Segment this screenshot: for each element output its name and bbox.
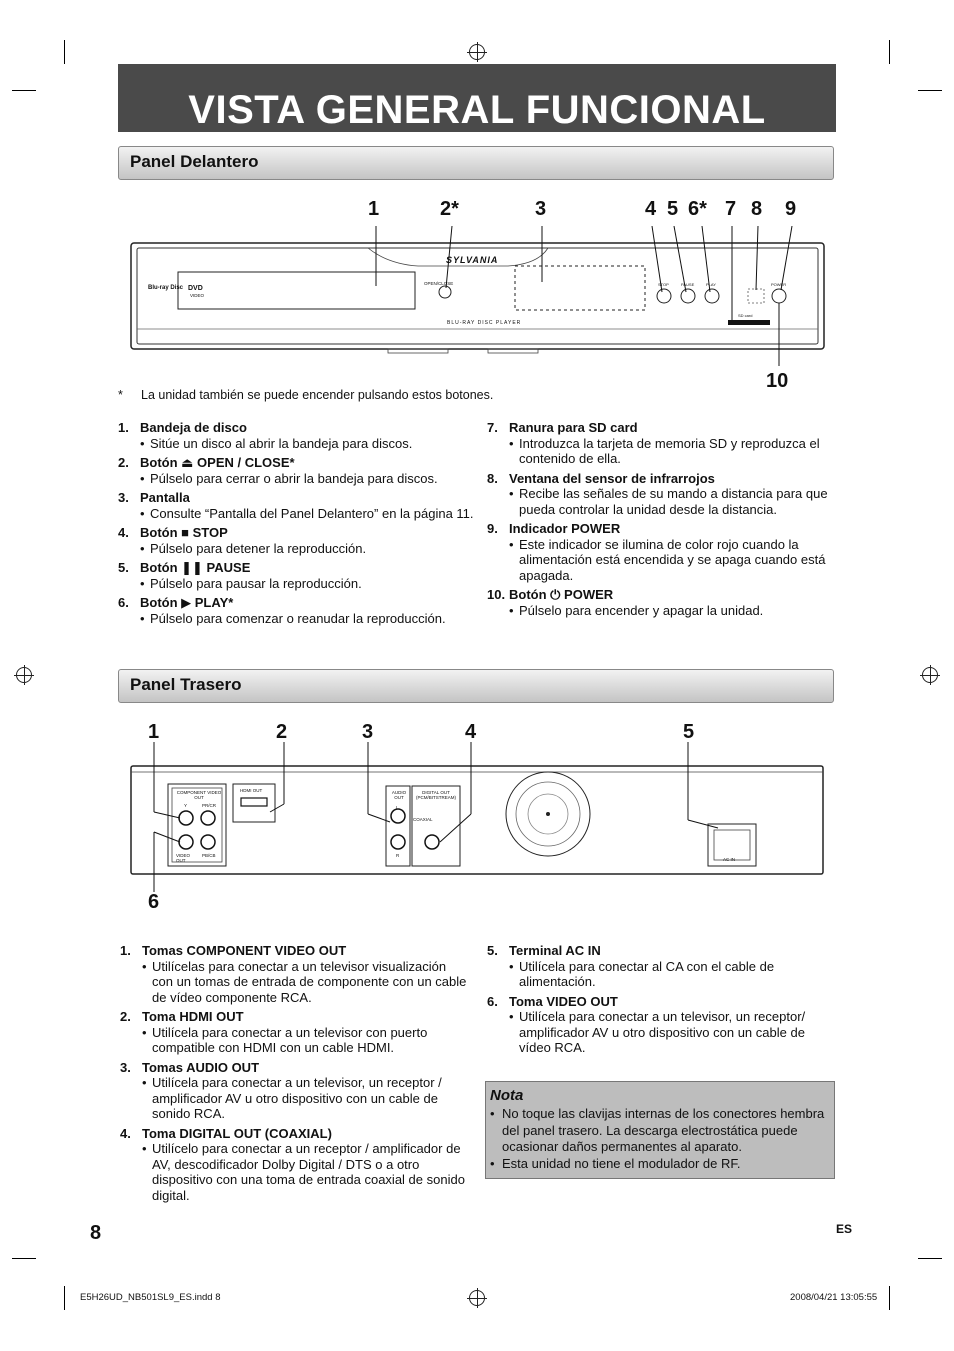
registration-mark-icon [469,44,485,60]
coaxial-label: COAXIAL [413,817,433,822]
pause-label: PAUSE [681,282,695,287]
bluray-logo: Blu-ray Disc [148,285,184,291]
brand-logo: SYLVANIA [446,255,499,265]
list-item: 5. Botón ❚❚ PAUSE • Púlselo para pausar la reproducción. [118,560,362,591]
callout-front-5: 5 [667,198,679,220]
list-item: 4. Toma DIGITAL OUT (COAXIAL) • Utilícelo para conectar a un receptor / amplificador de AV, descodificador Dolby Digital / DTS o a otro dispositivo con una toma de entrada coaxial de sonido digital. [120,1125,465,1203]
front-items-left [118,420,474,630]
dvd-logo-sub: VIDEO [190,293,205,298]
crop-mark [889,40,890,64]
y-label: Y [184,803,188,808]
digital-out-label: DIGITAL OUT (PCM/BITSTREAM) [416,790,456,800]
rear-panel-illustration [128,742,828,912]
list-item: 8. Ventana del sensor de infrarrojos • Recibe las señales de su mando a distancia para que pueda controlar la unidad desde la distancia. [487,470,828,517]
pr-label: PR/CR [202,803,217,808]
callout-front-4: 4 [645,198,657,220]
registration-mark-icon [16,667,32,683]
list-item: 2. Botón ⏏ OPEN / CLOSE* • Púlselo para cerrar o abrir la bandeja para discos. [118,455,438,486]
note-line: • No toque las clavijas internas de los conectores hembra del panel trasero. La descarga electrostática puede ocasionar daños permanentes al aparato. [490,1106,825,1154]
audio-out-label: AUDIO OUT [391,790,407,800]
callout-rear-5: 5 [683,721,695,743]
note-line: • Esta unidad no tiene el modulador de RF. [490,1155,741,1171]
callout-rear-1: 1 [148,721,160,743]
list-item: 4. Botón ■ STOP • Púlselo para detener la reproducción. [118,525,367,556]
stop-label: STOP [658,282,669,287]
list-item: 10. Botón ⏻ POWER • Púlselo para encender y apagar la unidad. [487,587,764,618]
footnote-mark: * [118,388,123,402]
crop-mark [918,90,942,91]
hdmi-label: HDMI OUT [240,788,263,793]
video-out-label: VIDEO OUT [176,853,191,863]
callout-front-9: 9 [785,198,797,220]
front-items-right [487,420,837,622]
list-item: 6. Toma VIDEO OUT • Utilícela para conectar a un televisor, un receptor/ amplificador AV u otro dispositivo con un cable de vídeo RCA. [487,993,806,1055]
callout-front-1: 1 [368,198,380,220]
note-content [490,1086,830,1172]
pb-label: PB/CB [202,853,216,858]
r-label: R [396,853,400,858]
section-title-front: Panel Delantero [130,152,259,171]
rear-items-left [120,943,470,1207]
list-item: 9. Indicador POWER • Este indicador se ilumina de color rojo cuando la alimentación está encendida y se apaga cuando está apagada. [487,521,826,583]
language-code: ES [836,1222,853,1236]
registration-mark-icon [469,1290,485,1306]
model-text: BLU-RAY DISC PLAYER [447,320,522,326]
front-panel-illustration [128,226,828,366]
play-label: PLAY [706,282,716,287]
footnote-text: La unidad también se puede encender pulsando estos botones. [141,388,494,402]
page-title: VISTA GENERAL FUNCIONAL [188,88,766,132]
crop-mark [12,1258,36,1259]
list-item: 7. Ranura para SD card • Introduzca la tarjeta de memoria SD y reproduzca el contenido de ella. [487,420,820,466]
open-close-label: OPEN/CLOSE [424,281,454,286]
callout-front-3: 3 [535,198,547,220]
rear-items-right [487,943,837,1060]
ac-in-label: AC IN [723,857,736,862]
component-label: COMPONENT VIDEO OUT [176,790,222,800]
list-item: 1. Bandeja de disco • Sitúe un disco al abrir la bandeja para discos. [118,420,413,451]
callout-rear-2: 2 [276,721,288,743]
callout-front-10: 10 [766,370,789,392]
callout-rear-6: 6 [148,891,160,913]
list-item: 2. Toma HDMI OUT • Utilícela para conectar a un televisor con puerto compatible con HDMI con un cable HDMI. [120,1009,428,1055]
crop-mark [12,90,36,91]
dvd-logo: DVD [188,285,203,292]
section-title-rear: Panel Trasero [130,675,242,694]
note-title: Nota [490,1087,524,1104]
footer-date: 2008/04/21 13:05:55 [790,1292,878,1303]
registration-mark-icon [922,667,938,683]
list-item: 3. Tomas AUDIO OUT • Utilícela para conectar a un televisor, un receptor / amplificador AV u otro dispositivo con un cable de sonido RCA. [120,1059,442,1121]
l-label: L [396,805,399,810]
list-item: 3. Pantalla • Consulte “Pantalla del Panel Delantero” en la página 11. [118,490,474,521]
power-label: POWER [771,282,787,287]
callout-rear-4: 4 [465,721,477,743]
callout-front-2: 2* [440,198,459,220]
crop-mark [64,40,65,64]
callout-front-6: 6* [688,198,707,220]
callout-front-8: 8 [751,198,763,220]
footer-file: E5H26UD_NB501SL9_ES.indd 8 [80,1292,221,1303]
crop-mark [918,1258,942,1259]
list-item: 6. Botón ▶ PLAY* • Púlselo para comenzar o reanudar la reproducción. [118,595,446,626]
crop-mark [64,1286,65,1310]
list-item: 1. Tomas COMPONENT VIDEO OUT • Utilícelas para conectar a un televisor visualización con un tomas de entrada de componente con un cable de vídeo componente RCA. [120,943,467,1005]
crop-mark [889,1286,890,1310]
sd-card-label: SD card [738,313,753,318]
callout-rear-3: 3 [362,721,374,743]
list-item: 5. Terminal AC IN • Utilícela para conectar al CA con el cable de alimentación. [487,943,775,989]
page-number: 8 [90,1222,102,1244]
callout-front-7: 7 [725,198,737,220]
